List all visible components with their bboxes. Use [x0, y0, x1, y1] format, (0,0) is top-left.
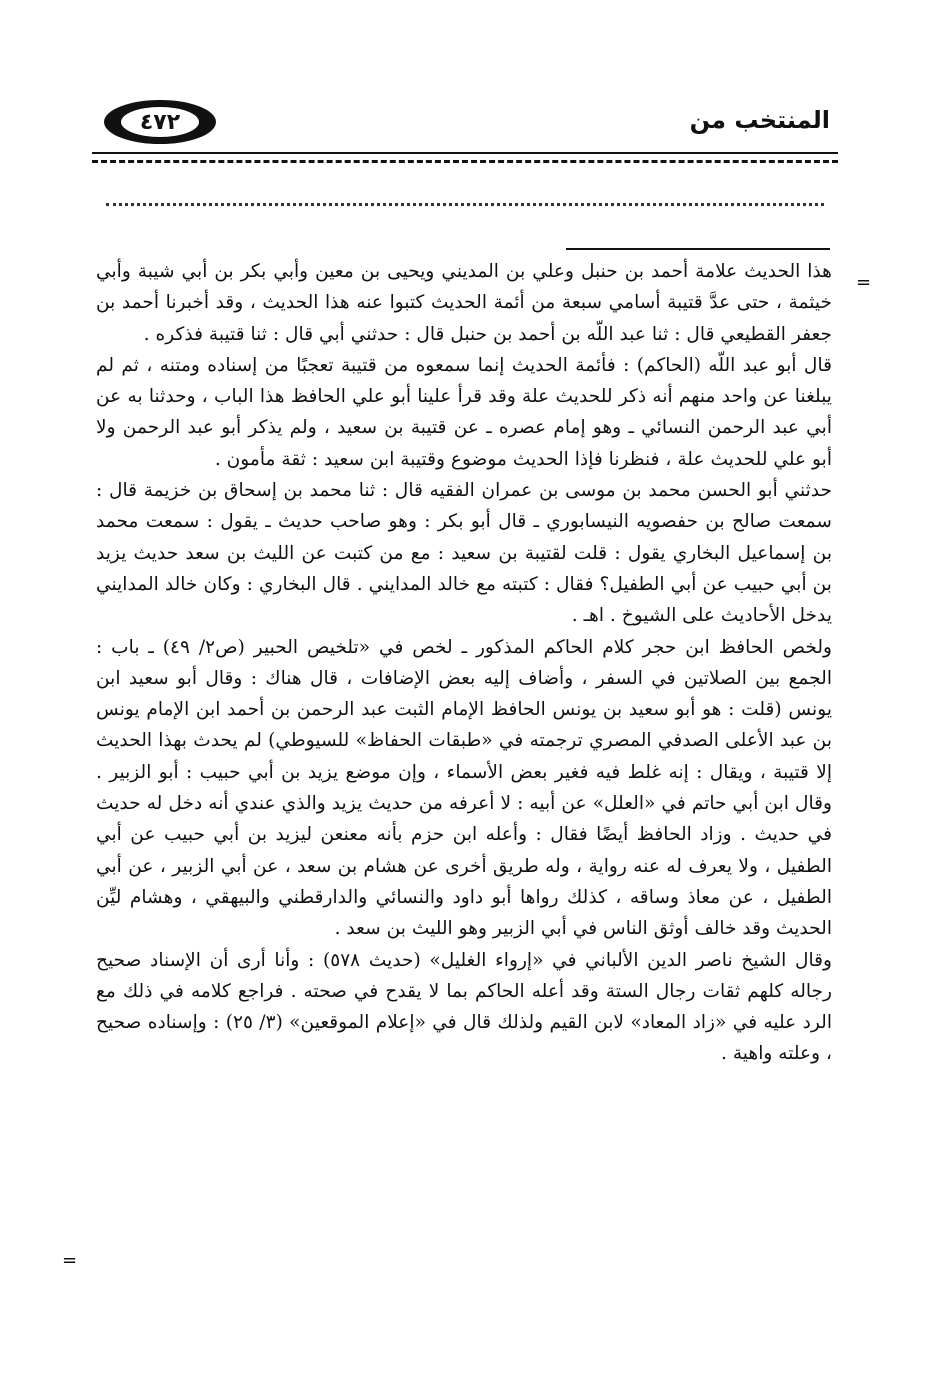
- paragraph: ولخص الحافظ ابن حجر كلام الحاكم المذكور ـ لخص في «تلخيص الحبير (ص٢/ ٤٩) ـ باب : الجمع بين الصلاتين في السفر ، وأضاف إليه بعض الإضافات ، قال هناك : وقال أبو سعيد ابن يونس (قلت : هو أبو سعيد بن يونس الحافظ الإمام الثبت عبد الرحمن بن أحمد ابن الإمام يونس بن عبد الأعلى الصدفي المصري ترجمته في «طبقات الحفاظ» للسيوطي) لم يحدث بهذا الحديث إلا قتيبة ، ويقال : إنه غلط فيه فغير بعض الأسماء ، وإن موضع يزيد بن أبي حبيب : أبو الزبير . وقال ابن أبي حاتم في «العلل» عن أبيه : لا أعرفه من حديث يزيد والذي عندي أنه دخل له حديث في حديث . وزاد الحافظ أيضًا فقال : وأعله ابن حزم بأنه معنعن ليزيد بن أبي حبيب عن أبي الطفيل ، ولا يعرف له عنه رواية ، وله طريق أخرى عن هشام بن سعد ، عن أبي الزبير ، عن أبي الطفيل ، عن معاذ وساقه ، كذلك رواها أبو داود والنسائي والدارقطني والبيهقي ، وهشام ليِّن الحديث وقد خالف أوثق الناس في أبي الزبير وهو الليث بن سعد .: [96, 636, 832, 940]
- dotted-separator: [106, 203, 824, 206]
- paragraph: قال أبو عبد اللّه (الحاكم) : فأئمة الحديث إنما سمعوه من قتيبة تعجبًا من إسناده ومتنه ، ثم لم يبلغنا عن واحد منهم أنه ذكر للحديث علة وقد قرأ علينا أبو علي الحافظ هذا الباب ، وحدثنا به عن أبي عبد الرحمن النسائي ـ وهو إمام عصره ـ عن قتيبة بن سعيد ، ولم يذكر أبو عبد الرحمن ولا أبو علي للحديث علة ، فنظرنا فإذا الحديث موضوع وقتيبة ابن سعيد : ثقة مأمون .: [96, 354, 832, 470]
- page-number: ٤٧٢: [121, 107, 199, 137]
- footnote-continuation-marker-bottom: =: [62, 1250, 78, 1271]
- page-number-badge: [104, 100, 216, 144]
- paragraph: وقال الشيخ ناصر الدين الألباني في «إرواء الغليل» (حديث ٥٧٨) : وأنا أرى أن الإسناد صحيح رجاله كلهم ثقات رجال الستة وقد أعله الحاكم بما لا يقدح في صحته . فراجع كلامه في ذلك مع الرد عليه في «زاد المعاد» لابن القيم ولذلك قال في «إعلام الموقعين» (٣/ ٢٥) : وإسناده صحيح ، وعلته واهية .: [96, 949, 832, 1065]
- page-header: [92, 96, 838, 160]
- header-divider: [92, 152, 838, 163]
- footnote-continuation-marker-top: =: [856, 272, 872, 293]
- footnote-divider: [566, 248, 830, 250]
- footnote-text: [96, 256, 832, 1070]
- paragraph: حدثني أبو الحسن محمد بن موسى بن عمران الفقيه قال : ثنا محمد بن إسحاق بن خزيمة قال : سمعت صالح بن حفصويه النيسابوري ـ قال أبو بكر : وهو صاحب حديث ـ يقول : سمعت محمد بن إسماعيل البخاري يقول : قلت لقتيبة بن سعيد : مع من كتبت عن الليث بن سعد حديث يزيد بن أبي حبيب عن أبي الطفيل؟ فقال : كتبته مع خالد المدايني . قال البخاري : وكان خالد المدايني يدخل الأحاديث على الشيوخ . اهـ .: [96, 480, 832, 627]
- book-title: المنتخب من: [689, 106, 830, 134]
- paragraph: هذا الحديث علامة أحمد بن حنبل وعلي بن المديني ويحيى بن معين وأبي بكر بن أبي شيبة وأبي خيثمة ، حتى عدَّ قتيبة أسامي سبعة من أئمة الحديث كتبوا عنه هذا الحديث ، وقد أخبرنا أحمد بن جعفر القطيعي قال : ثنا عبد اللّه بن أحمد بن حنبل قال : حدثني أبي قال : ثنا قتيبة فذكره .: [96, 261, 832, 345]
